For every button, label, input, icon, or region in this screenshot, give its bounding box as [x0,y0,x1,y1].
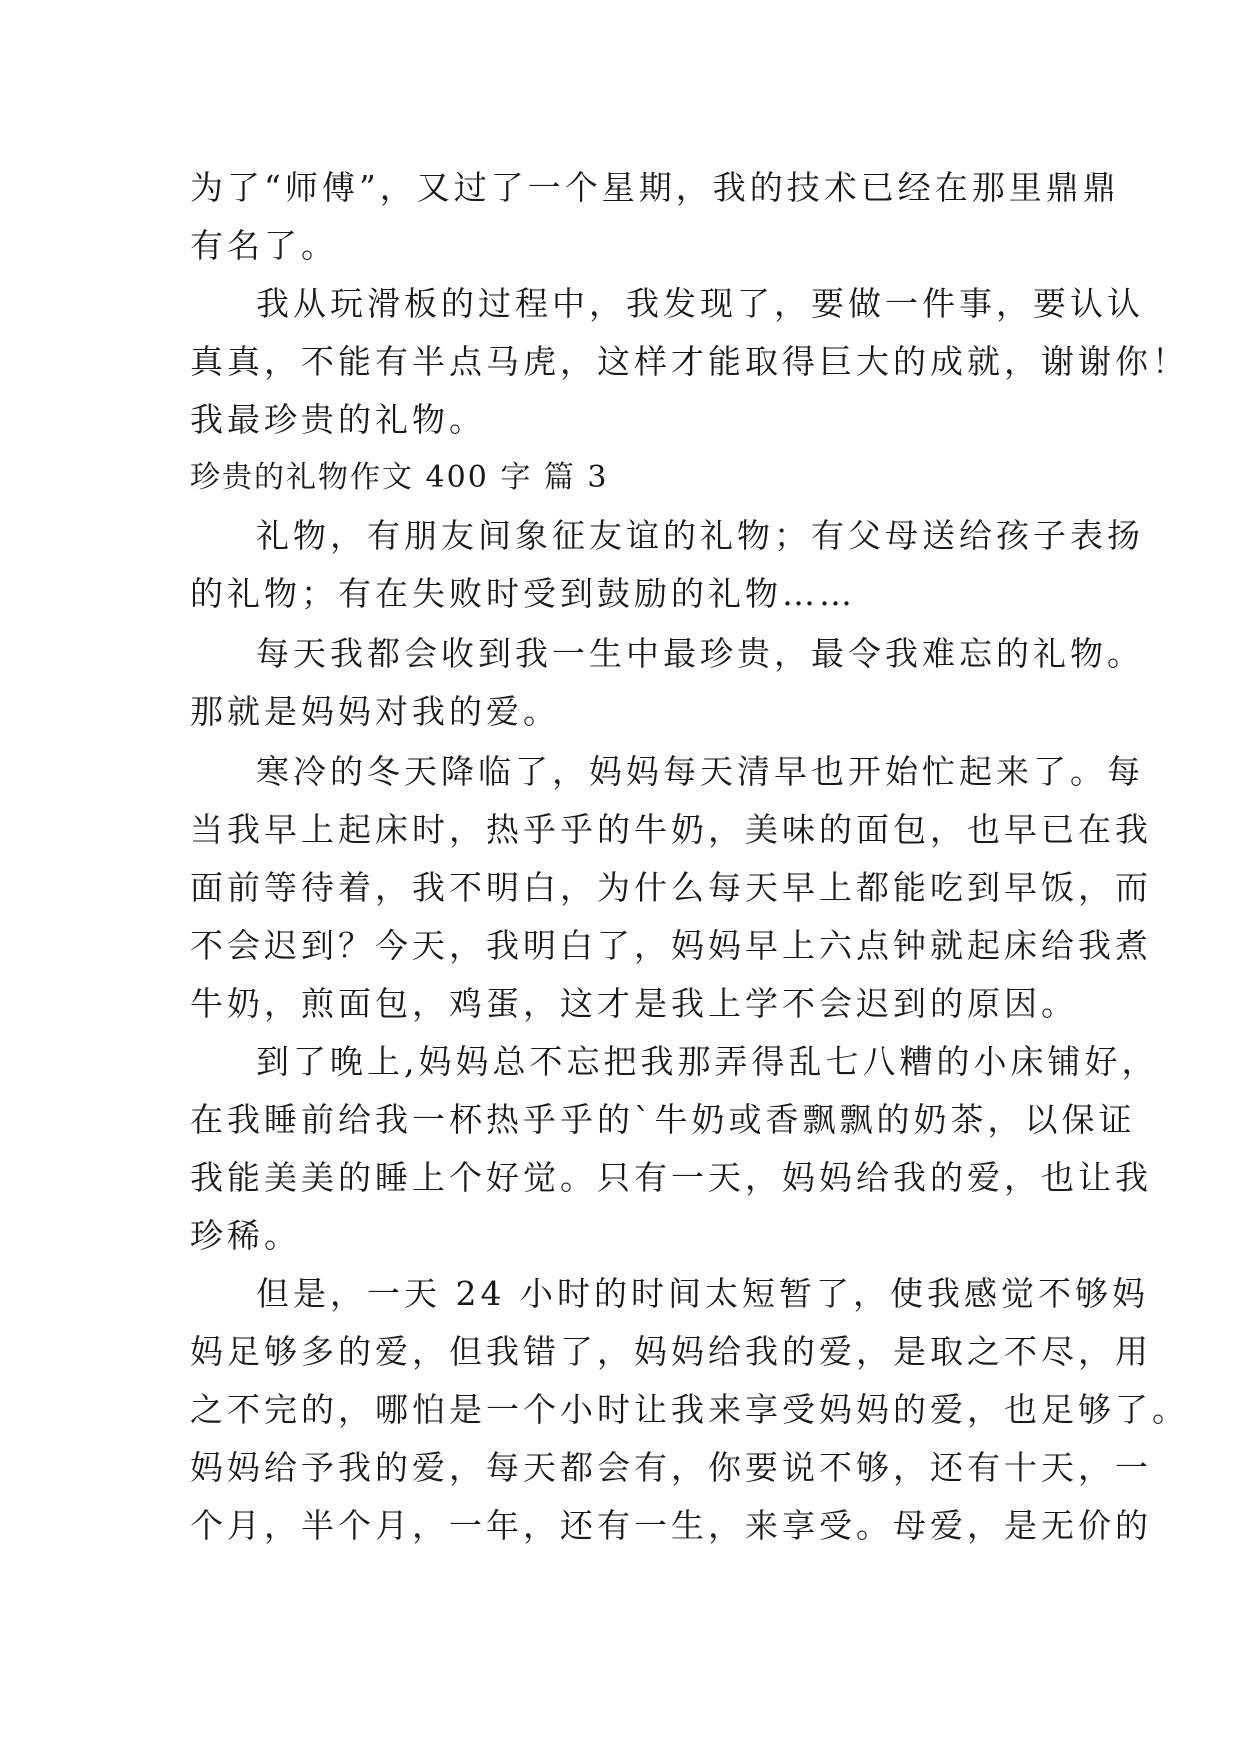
paragraph-first-line: 寒冷的冬天降临了，妈妈每天清早也开始忙起来了。每 [256,752,1144,791]
paragraph-first-line: 到了晚上,妈妈总不忘把我那弄得乱七八糟的小床铺好， [256,1042,1159,1081]
paragraph-first-line: 我从玩滑板的过程中，我发现了，要做一件事，要认认 [256,284,1144,323]
text-line: 珍稀。 [190,1216,301,1255]
text-line: 面前等待着，我不明白，为什么每天早上都能吃到早饭，而 [190,868,1152,907]
paragraph-first-line: 但是，一天 24 小时的时间太短暂了，使我感觉不够妈 [256,1274,1149,1313]
text-line: 妈妈给予我的爱，每天都会有，你要说不够，还有十天，一 [190,1448,1152,1487]
paragraph-first-line: 每天我都会收到我一生中最珍贵，最令我难忘的礼物。 [256,634,1144,673]
text-line: 真真，不能有半点马虎，这样才能取得巨大的成就，谢谢你！ [190,342,1189,381]
text-line: 牛奶，煎面包，鸡蛋，这才是我上学不会迟到的原因。 [190,984,1078,1023]
text-line: 之不完的，哪怕是一个小时让我来享受妈妈的爱，也足够了。 [190,1390,1189,1429]
text-line: 在我睡前给我一杯热乎乎的`牛奶或香飘飘的奶茶，以保证 [190,1100,1136,1139]
section-heading: 珍贵的礼物作文 400 字 篇 3 [190,460,609,495]
text-line: 那就是妈妈对我的爱。 [190,692,560,731]
text-line: 我能美美的睡上个好觉。只有一天，妈妈给我的爱，也让我 [190,1158,1152,1197]
text-line: 的礼物；有在失败时受到鼓励的礼物…… [190,574,856,613]
text-line: 我最珍贵的礼物。 [190,400,486,439]
text-line: 有名了。 [190,226,338,265]
text-line: 当我早上起床时，热乎乎的牛奶，美味的面包，也早已在我 [190,810,1152,849]
paragraph-first-line: 礼物，有朋友间象征友谊的礼物；有父母送给孩子表扬 [256,516,1144,555]
text-line: 为了“师傅”，又过了一个星期，我的技术已经在那里鼎鼎 [190,168,1120,207]
text-line: 个月，半个月，一年，还有一生，来享受。母爱，是无价的 [190,1506,1152,1545]
text-line: 妈足够多的爱，但我错了，妈妈给我的爱，是取之不尽，用 [190,1332,1152,1371]
text-line: 不会迟到？今天，我明白了，妈妈早上六点钟就起床给我煮 [190,926,1152,965]
